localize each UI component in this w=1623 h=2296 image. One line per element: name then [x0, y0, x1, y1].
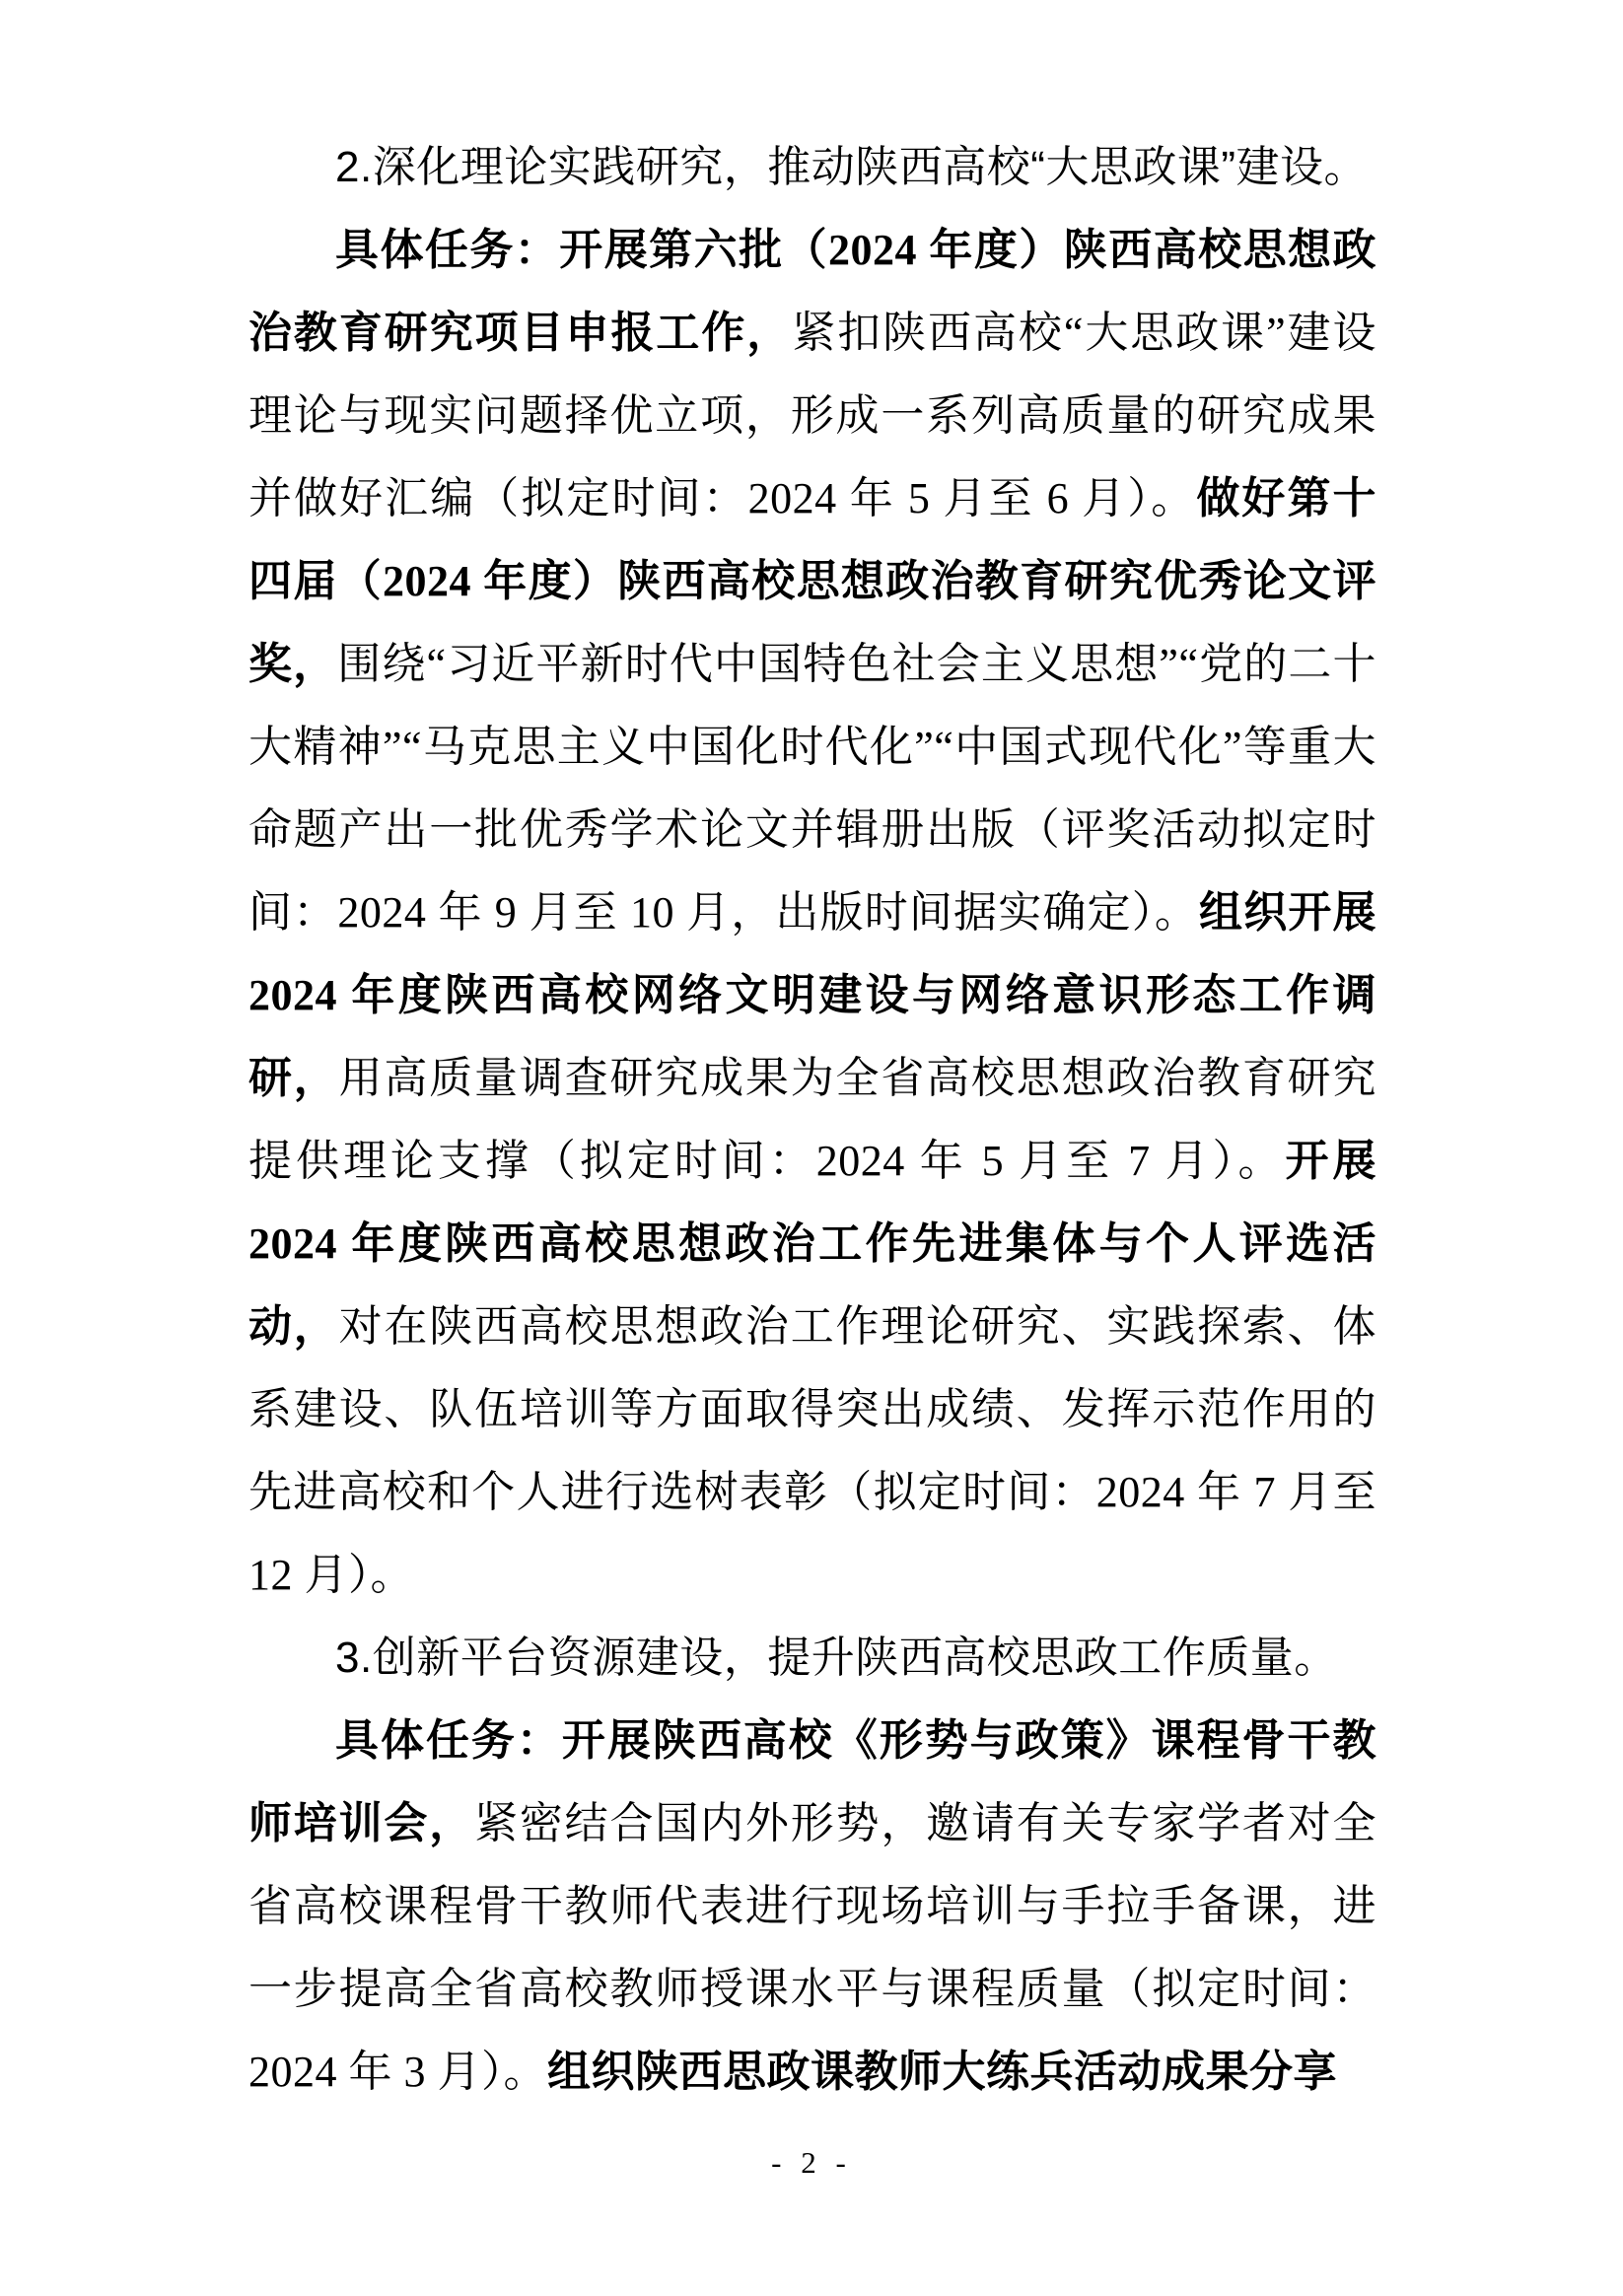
section-2-tasks-paragraph-segment-2: 做好第十四届（2024 年度）陕西高校思想政治教育研究优秀论文评奖，: [248, 474, 1377, 688]
section-2-tasks-paragraph-segment-4: 组织开展 2024 年度陕西高校网络文明建设与网络意识形态工作调研，: [248, 888, 1377, 1102]
section-2-tasks-paragraph: [248, 209, 1376, 1617]
section-2-tasks-paragraph-segment-7: 对在陕西高校思想政治工作理论研究、实践探索、体系建设、队伍培训等方面取得突出成绩、发挥示范作用的先进高校和个人进行选树表彰（拟定时间：2024 年 7 月至 12 月）。: [248, 1302, 1376, 1599]
section-3-tasks-paragraph-segment-1: 紧密结合国内外形势，邀请有关专家学者对全省高校课程骨干教师代表进行现场培训与手拉手备课，进一步提高全省高校教师授课水平与课程质量（拟定时间：2024 年 3 月）。: [248, 1799, 1376, 2096]
section-3-tasks-paragraph: [248, 1700, 1376, 2114]
section-2-tasks-paragraph-segment-6: 开展 2024 年度陕西高校思想政治工作先进集体与个人评选活动，: [248, 1137, 1377, 1351]
section-2-tasks-paragraph-segment-0: 具体任务：开展第六批（2024 年度）陕西高校思想政治教育研究项目申报工作，: [248, 226, 1376, 357]
section-3-heading-segment-0: 3.创新平台资源建设，提升陕西高校思政工作质量。: [335, 1634, 1338, 1682]
section-3-tasks-paragraph-segment-0: 具体任务：开展陕西高校《形势与政策》课程骨干教师培训会，: [248, 1716, 1376, 1847]
section-2-tasks-paragraph-segment-5: 用高质量调查研究成果为全省高校思想政治教育研究提供理论支撑（拟定时间：2024 年 5 月至 7 月）。: [248, 1054, 1376, 1185]
section-3-heading: [248, 1617, 1376, 1700]
section-3-tasks-paragraph-segment-2: 组织陕西思政课教师大练兵活动成果分享: [547, 2048, 1337, 2096]
section-2-heading: [248, 126, 1376, 209]
document-body: [248, 126, 1376, 2114]
section-2-heading-segment-0: 2.深化理论实践研究，推动陕西高校“大思政课”建设。: [335, 143, 1368, 191]
section-2-tasks-paragraph-segment-1: 紧扣陕西高校“大思政课”建设理论与现实问题择优立项，形成一系列高质量的研究成果并做好汇编（拟定时间：2024 年 5 月至 6 月）。: [248, 309, 1376, 522]
section-2-tasks-paragraph-segment-3: 围绕“习近平新时代中国特色社会主义思想”“党的二十大精神”“马克思主义中国化时代化”“中国式现代化”等重大命题产出一批优秀学术论文并辑册出版（评奖活动拟定时间：2024 年 9 月至 10 月，出版时间据实确定）。: [248, 640, 1377, 937]
page-number: - 2 -: [771, 2145, 852, 2180]
